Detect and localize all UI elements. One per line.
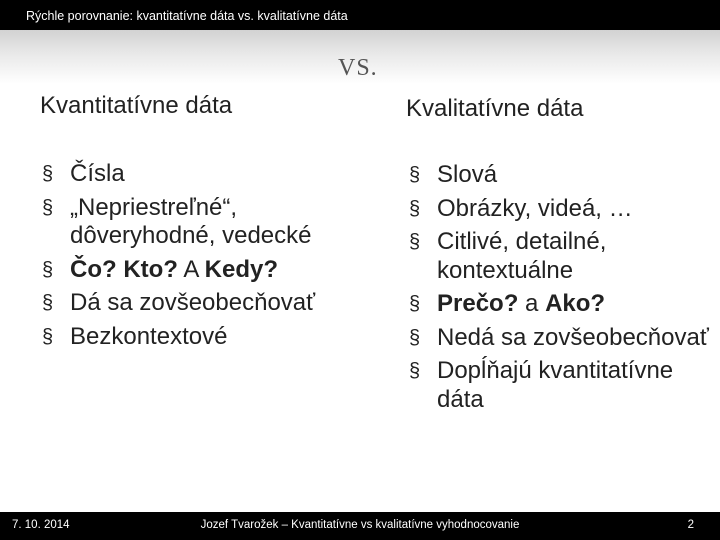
vs-label: VS.: [338, 55, 378, 81]
list-item: [42, 160, 332, 189]
right-column-heading: Kvalitatívne dáta: [406, 95, 584, 122]
list-item-text: Čísla: [70, 160, 125, 187]
bullet-icon: §: [409, 197, 421, 220]
list-item: [42, 289, 332, 318]
list-item-text: Obrázky, videá, …: [437, 194, 633, 222]
list-item: [409, 290, 709, 319]
footer-date: 7. 10. 2014: [12, 519, 70, 531]
bullet-icon: §: [42, 196, 54, 219]
list-item-bold: Ako?: [545, 290, 606, 317]
list-item: [42, 256, 332, 285]
list-item-text: Dá sa zovšeobecňovať: [70, 289, 316, 316]
list-item-bold: Kedy?: [204, 255, 279, 283]
bullet-icon: §: [409, 293, 421, 315]
bullet-icon: §: [409, 326, 421, 349]
slide-header-title: Rýchle porovnanie: kvantitatívne dáta vs. kvalitatívne dáta: [26, 9, 348, 23]
list-item: [409, 228, 709, 285]
list-item-text: Bezkontextové: [70, 322, 228, 350]
slide-header-bar: [0, 0, 720, 30]
left-column-heading: Kvantitatívne dáta: [40, 92, 233, 119]
bullet-icon: §: [42, 325, 54, 348]
list-item: [409, 357, 709, 414]
footer-text: Jozef Tvarožek – Kvantitatívne vs kvalitatívne vyhodnocovanie: [200, 519, 520, 531]
list-item-text: a: [518, 290, 546, 317]
bullet-icon: §: [42, 163, 54, 185]
quantitative-list: [42, 160, 332, 356]
list-item-text: Nedá sa zovšeobecňovať: [437, 323, 709, 351]
list-item: [409, 195, 709, 224]
list-item-bold: Čo?: [70, 255, 117, 283]
list-item-text: Slová: [437, 161, 498, 188]
list-item-text: „Nepriestreľné“, dôveryhodné, vedecké: [70, 193, 312, 249]
slide-footer-bar: [0, 512, 720, 540]
bullet-icon: §: [42, 292, 54, 314]
bullet-icon: §: [409, 231, 421, 253]
list-item: [409, 324, 709, 353]
bullet-icon: §: [42, 258, 54, 281]
bullet-icon: §: [409, 360, 421, 382]
list-item-bold: Kto?: [116, 255, 178, 283]
bullet-icon: §: [409, 164, 421, 186]
list-item-bold: Prečo?: [437, 290, 519, 317]
list-item: [42, 323, 332, 352]
list-item: [42, 194, 332, 251]
list-item: [409, 161, 709, 190]
list-item-text: Citlivé, detailné, kontextuálne: [437, 228, 607, 284]
list-item-text: Dopĺňajú kvantitatívne dáta: [437, 357, 674, 413]
list-item-text: A: [177, 255, 205, 283]
page-number: 2: [687, 519, 694, 531]
qualitative-list: [409, 161, 709, 419]
